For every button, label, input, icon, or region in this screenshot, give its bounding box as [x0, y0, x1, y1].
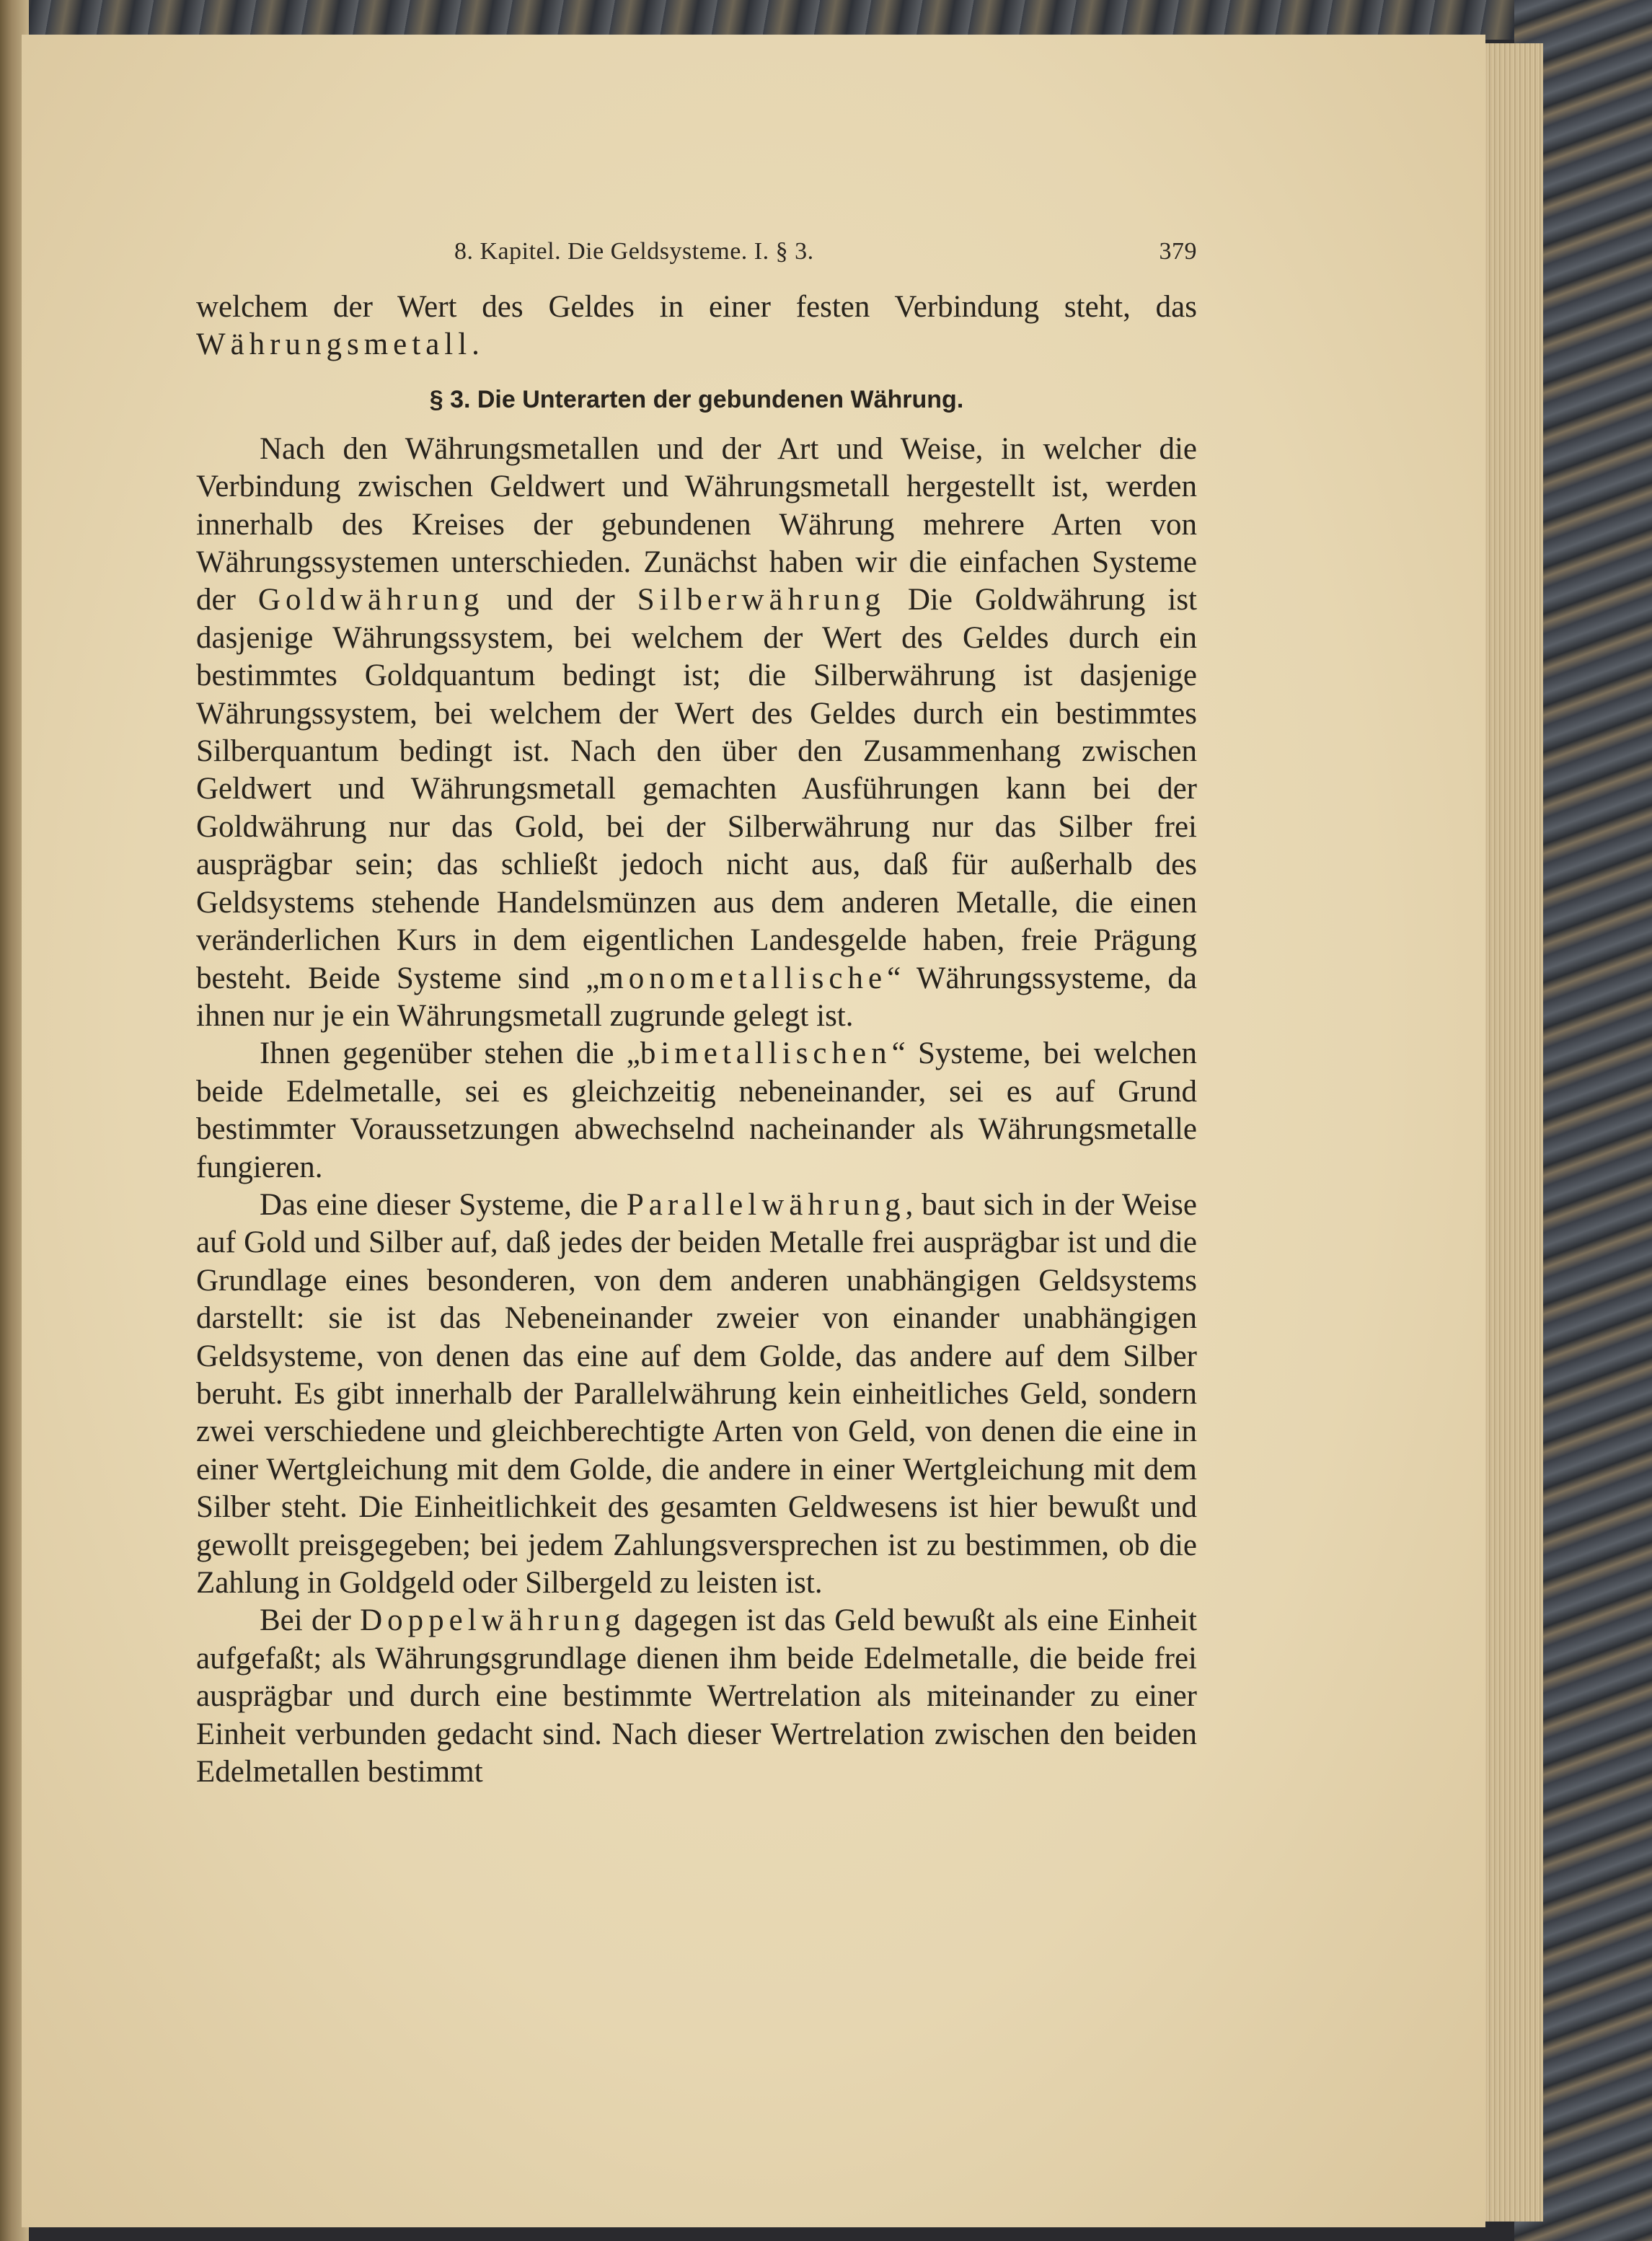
p1-text-c: und der	[484, 583, 637, 617]
p2-text-c: “ Systeme, bei welchen beide Edelmetalle, sei es gleichzeitig nebeneinander, sei es auf Grund bestimmter Voraussetzungen abwechselnd nacheinander als Währungsmetalle fungieren.	[196, 1036, 1197, 1184]
p2-emph-bi: bimetallischen	[640, 1036, 892, 1071]
paragraph-4	[196, 1602, 1197, 1791]
p2-text-a: Ihnen gegenüber stehen die „	[260, 1036, 640, 1071]
paragraph-1	[196, 431, 1197, 1036]
paragraph-0	[196, 289, 1197, 364]
book-cover-top	[0, 0, 1652, 40]
p1-emph-silber: Silberwährung	[637, 583, 885, 617]
page-number: 379	[1159, 238, 1197, 265]
running-header	[454, 238, 1197, 274]
p1-text-g: “ Währungssysteme, da ihnen nur je ein Währungsmetall zugrunde gelegt ist.	[196, 961, 1197, 1033]
section-heading: § 3. Die Unterarten der gebundenen Währung.	[429, 385, 964, 413]
p1-emph-mono: monometallische	[599, 961, 888, 995]
paragraph-3	[196, 1186, 1197, 1602]
p4-emph-doppel: Doppelwährung	[360, 1603, 626, 1638]
paragraph-2	[196, 1035, 1197, 1186]
p1-text-a: Nach den Währungsmetallen und der Art und Weise, in welcher die Verbindung zwischen Geldwert und Währungsmetall hergestellt ist, werden innerhalb des Kreises der gebundenen Währung mehrere Arten von Währungssystemen unterschieden. Zunächst haben wir die einfachen Systeme der	[196, 431, 1197, 617]
p1-emph-gold: Goldwährung	[257, 583, 485, 617]
page-body	[196, 289, 1197, 1791]
p4-text-a: Bei der	[260, 1603, 361, 1638]
p0-text: welchem der Wert des Geldes in einer festen Verbindung steht, das	[196, 290, 1197, 324]
p3-text-a: Das eine dieser Systeme, die	[260, 1187, 627, 1222]
p0-emph: Währungsmetall.	[196, 327, 485, 362]
p3-text-c: , baut sich in der Weise auf Gold und Silber auf, daß jedes der beiden Metalle frei ausprägbar ist und die Grundlage eines besonderen, von dem anderen unabhängigen Geldsystems darstellt: sie ist das Nebeneinander zweier von einander unabhängigen Geldsysteme, von denen das eine auf dem Golde, das andere auf dem Silber beruht. Es gibt innerhalb der Parallelwährung kein einheitliches Geld, sondern zwei verschiedene und gleichberechtigte Arten von Geld, von denen die eine in einer Wertgleichung mit dem Golde, die andere in einer Wertgleichung mit dem Silber steht. Die Einheitlichkeit des gesamten Geldwesens ist hier bewußt und gewollt preisgegeben; bei jedem Zahlungsversprechen ist zu bestimmen, ob die Zahlung in Goldgeld oder Silbergeld zu leisten ist.	[196, 1187, 1197, 1600]
p1-text-e: Die Goldwährung ist dasjenige Währungssystem, bei welchem der Wert des Geldes durch ein bestimmtes Goldquantum bedingt ist; die Silberwährung ist dasjenige Währungssystem, bei welchem der Wert des Geldes durch ein bestimmtes Silberquantum bedingt ist. Nach den über den Zusammenhang zwischen Geldwert und Währungsmetall gemachten Ausführungen kann bei der Goldwährung nur das Gold, bei der Silberwährung nur das Silber frei ausprägbar sein; das schließt jedoch nicht aus, daß für außerhalb des Geldsystems stehende Handelsmünzen aus dem anderen Metalle, die einen veränderlichen Kurs in dem eigentlichen Landesgelde haben, freie Prägung besteht. Beide Systeme sind „	[196, 583, 1198, 995]
header-title: 8. Kapitel. Die Geldsysteme. I. § 3.	[454, 238, 814, 265]
p3-emph-parallel: Parallelwährung	[626, 1187, 906, 1222]
p4-text-c: dagegen ist das Geld bewußt als eine Einheit aufgefaßt; als Währungsgrundlage dienen ihm beide Edelmetalle, die beide frei ausprägbar und durch eine bestimmte Wertrelation als miteinander zu einer Einheit verbunden gedacht sind. Nach dieser Wertrelation zwischen den beiden Edelmetallen bestimmt	[196, 1603, 1197, 1789]
